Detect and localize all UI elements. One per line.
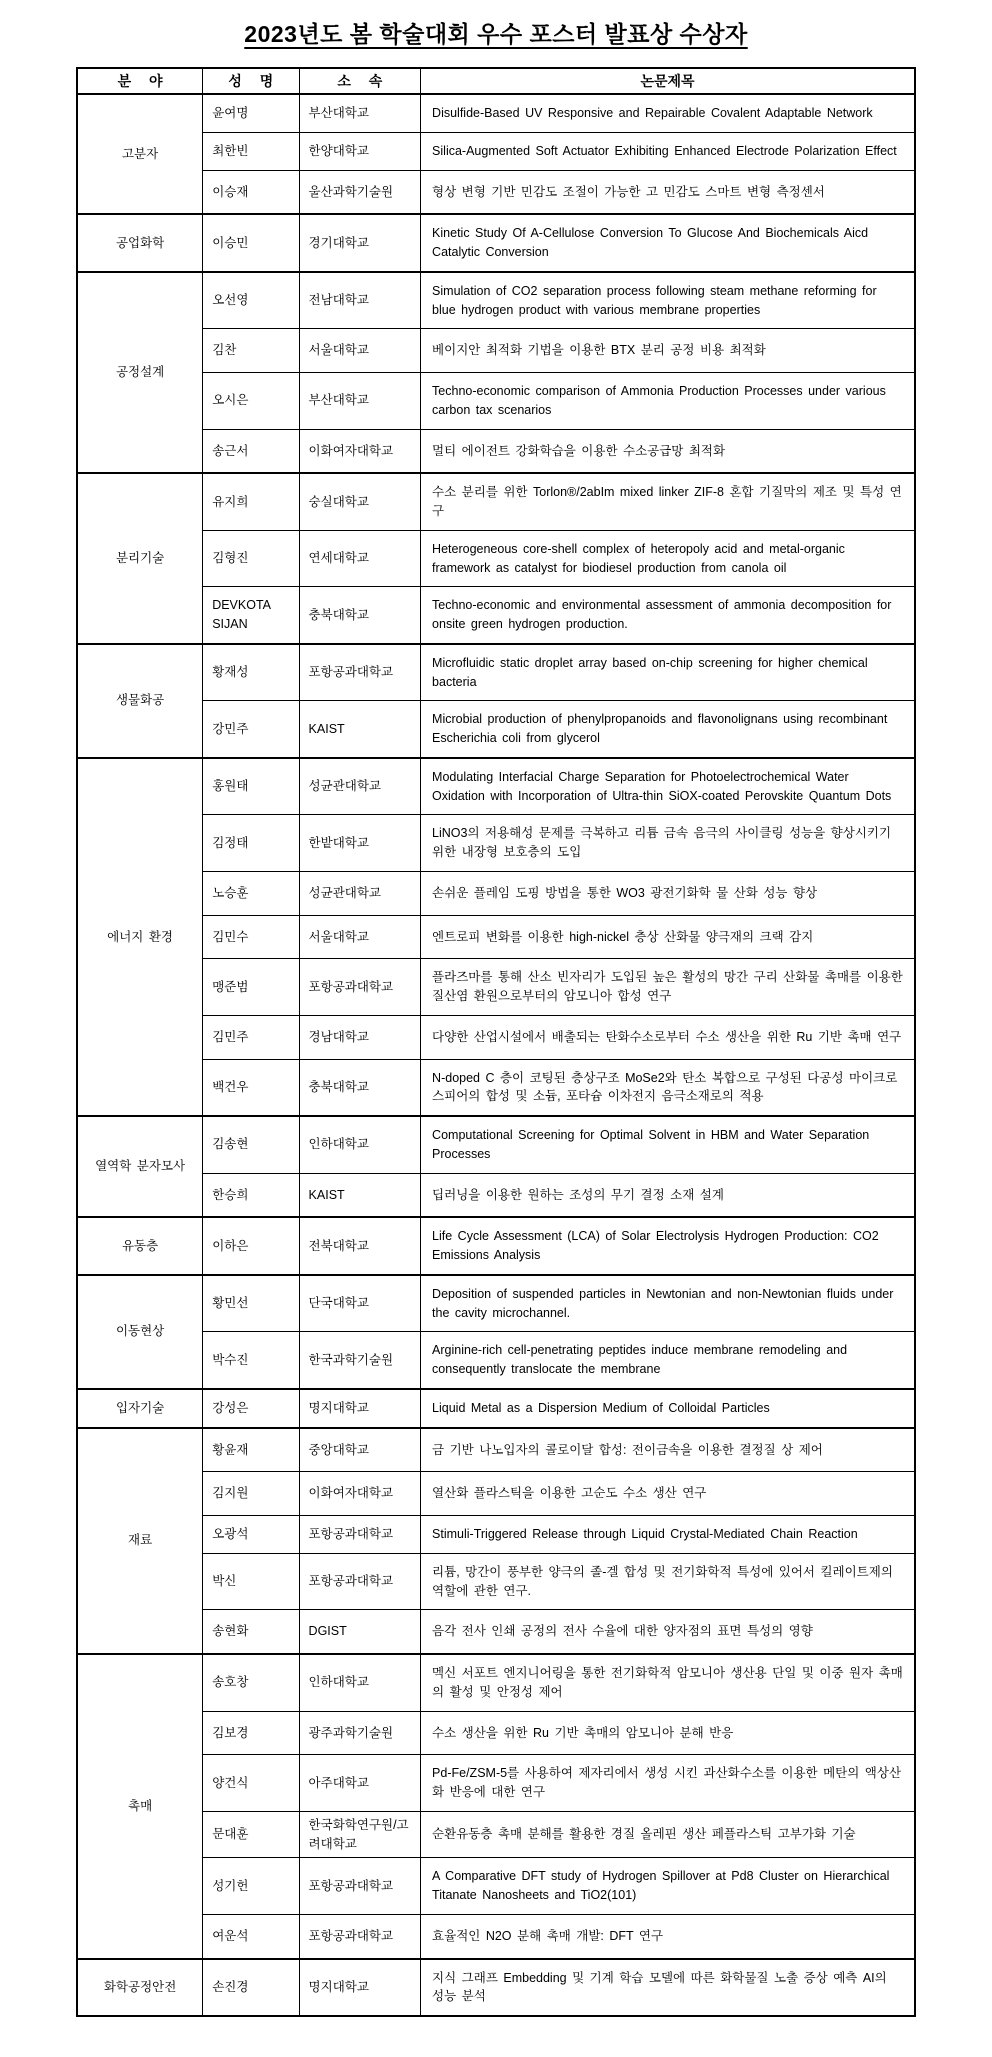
field-cell: 공업화학 [77,214,203,272]
affiliation-cell: 광주과학기술원 [299,1711,421,1755]
table-row [77,1654,915,1711]
table-row [77,1428,915,1472]
affiliation-cell: 숭실대학교 [299,473,421,530]
paper-title-cell: Microfluidic static droplet array based on-chip screening for higher chemical bacteria [421,644,915,701]
table-row [77,1959,915,2017]
table-row [77,132,915,170]
name-cell: 한승희 [203,1173,299,1217]
affiliation-cell: 아주대학교 [299,1755,421,1812]
affiliation-cell: 전남대학교 [299,272,421,329]
table-row [77,1711,915,1755]
field-cell: 입자기술 [77,1389,203,1428]
table-row [77,644,915,701]
table-row [77,1914,915,1958]
table-row [77,214,915,272]
table-row [77,1275,915,1332]
name-cell: 박수진 [203,1332,299,1389]
table-row [77,1116,915,1173]
paper-title-cell: 손쉬운 플레임 도핑 방법을 통한 WO3 광전기화학 물 산화 성능 향상 [421,871,915,915]
award-winners-table [76,67,916,2017]
paper-title-cell: Stimuli-Triggered Release through Liquid Crystal-Mediated Chain Reaction [421,1516,915,1554]
name-cell: 문대훈 [203,1811,299,1858]
table-row [77,1217,915,1275]
affiliation-cell: 충북대학교 [299,587,421,644]
paper-title-cell: 음각 전사 인쇄 공정의 전사 수율에 대한 양자점의 표면 특성의 영향 [421,1610,915,1654]
affiliation-cell: 포항공과대학교 [299,1858,421,1915]
affiliation-cell: 명지대학교 [299,1959,421,2017]
paper-title-cell: Silica-Augmented Soft Actuator Exhibiting Enhanced Electrode Polarization Effect [421,132,915,170]
header-row [77,68,915,94]
affiliation-cell: 인하대학교 [299,1116,421,1173]
table-row [77,473,915,530]
paper-title-cell: Disulfide-Based UV Responsive and Repairable Covalent Adaptable Network [421,94,915,132]
table-row [77,1610,915,1654]
table-row [77,329,915,373]
paper-title-cell: Arginine-rich cell-penetrating peptides induce membrane remodeling and consequently translocate the membrane [421,1332,915,1389]
paper-title-cell: 지식 그래프 Embedding 및 기계 학습 모델에 따른 화학물질 노출 증상 예측 AI의 성능 분석 [421,1959,915,2017]
name-cell: 여운석 [203,1914,299,1958]
paper-title-cell: 순환유동층 촉매 분해를 활용한 경질 올레핀 생산 페플라스틱 고부가화 기술 [421,1811,915,1858]
column-header-affiliation: 소 속 [299,68,421,94]
affiliation-cell: 울산과학기술원 [299,170,421,214]
affiliation-cell: 전북대학교 [299,1217,421,1275]
paper-title-cell: Heterogeneous core-shell complex of heteropoly acid and metal-organic framework as catalyst for biodiesel production from canola oil [421,530,915,587]
name-cell: 양건식 [203,1755,299,1812]
page-title: 2023년도 봄 학술대회 우수 포스터 발표상 수상자 [244,21,748,47]
paper-title-cell: Microbial production of phenylpropanoids and flavonolignans using recombinant Escherichia coli from glycerol [421,701,915,758]
name-cell: 송현화 [203,1610,299,1654]
paper-title-cell: A Comparative DFT study of Hydrogen Spillover at Pd8 Cluster on Hierarchical Titanate Nanosheets and TiO2(101) [421,1858,915,1915]
name-cell: 김찬 [203,329,299,373]
affiliation-cell: 단국대학교 [299,1275,421,1332]
name-cell: 오선영 [203,272,299,329]
affiliation-cell: 포항공과대학교 [299,644,421,701]
field-cell: 유동층 [77,1217,203,1275]
field-cell: 고분자 [77,94,203,214]
table-row [77,758,915,815]
name-cell: 이승재 [203,170,299,214]
name-cell: 김송현 [203,1116,299,1173]
column-header-paper-title: 논문제목 [421,68,915,94]
table-row [77,959,915,1016]
paper-title-cell: 열산화 플라스틱을 이용한 고순도 수소 생산 연구 [421,1472,915,1516]
paper-title-cell: 멕신 서포트 엔지니어링을 통한 전기화학적 암모니아 생산용 단일 및 이중 원자 촉매의 활성 및 안정성 제어 [421,1654,915,1711]
table-row [77,915,915,959]
name-cell: 최한빈 [203,132,299,170]
name-cell: 황재성 [203,644,299,701]
affiliation-cell: 충북대학교 [299,1059,421,1116]
table-row [77,1015,915,1059]
name-cell: 이승민 [203,214,299,272]
affiliation-cell: 연세대학교 [299,530,421,587]
name-cell: 강성은 [203,1389,299,1428]
name-cell: 황민선 [203,1275,299,1332]
table-row [77,1553,915,1610]
field-cell: 공정설계 [77,272,203,474]
table-body [77,94,915,2016]
field-cell: 화학공정안전 [77,1959,203,2017]
affiliation-cell: 중앙대학교 [299,1428,421,1472]
table-row [77,587,915,644]
table-row [77,701,915,758]
table-row [77,871,915,915]
name-cell: 송호창 [203,1654,299,1711]
table-row [77,1059,915,1116]
table-row [77,1811,915,1858]
affiliation-cell: 명지대학교 [299,1389,421,1428]
paper-title-cell: 플라즈마를 통해 산소 빈자리가 도입된 높은 활성의 망간 구리 산화물 촉매를 이용한 질산염 환원으로부터의 암모니아 합성 연구 [421,959,915,1016]
name-cell: 유지희 [203,473,299,530]
affiliation-cell: 포항공과대학교 [299,1553,421,1610]
affiliation-cell: 포항공과대학교 [299,1516,421,1554]
name-cell: 윤여명 [203,94,299,132]
name-cell: 강민주 [203,701,299,758]
name-cell: 황윤재 [203,1428,299,1472]
field-cell: 생물화공 [77,644,203,758]
table-row [77,530,915,587]
paper-title-cell: LiNO3의 저용해성 문제를 극복하고 리튬 금속 음극의 사이클링 성능을 향상시키기 위한 내장형 보호층의 도입 [421,815,915,872]
name-cell: 김민수 [203,915,299,959]
table-row [77,1389,915,1428]
paper-title-cell: Life Cycle Assessment (LCA) of Solar Electrolysis Hydrogen Production: CO2 Emissions Analysis [421,1217,915,1275]
name-cell: 김보경 [203,1711,299,1755]
paper-title-cell: 딥러닝을 이용한 원하는 조성의 무기 결정 소재 설계 [421,1173,915,1217]
column-header-name: 성 명 [203,68,299,94]
affiliation-cell: 포항공과대학교 [299,1914,421,1958]
paper-title-cell: Deposition of suspended particles in Newtonian and non-Newtonian fluids under the cavity microchannel. [421,1275,915,1332]
field-cell: 분리기술 [77,473,203,644]
table-row [77,373,915,430]
affiliation-cell: 부산대학교 [299,373,421,430]
paper-title-cell: Simulation of CO2 separation process following steam methane reforming for blue hydrogen product with various membrane properties [421,272,915,329]
table-row [77,1332,915,1389]
affiliation-cell: DGIST [299,1610,421,1654]
table-row [77,1516,915,1554]
paper-title-cell: Techno-economic and environmental assessment of ammonia decomposition for onsite green hydrogen production. [421,587,915,644]
table-row [77,815,915,872]
affiliation-cell: 경남대학교 [299,1015,421,1059]
paper-title-cell: 수소 생산을 위한 Ru 기반 촉매의 암모니아 분해 반응 [421,1711,915,1755]
affiliation-cell: KAIST [299,1173,421,1217]
name-cell: DEVKOTA SIJAN [203,587,299,644]
paper-title-cell: 수소 분리를 위한 Torlon®/2abIm mixed linker ZIF-8 혼합 기질막의 제조 및 특성 연구 [421,473,915,530]
field-cell: 재료 [77,1428,203,1655]
affiliation-cell: 부산대학교 [299,94,421,132]
affiliation-cell: KAIST [299,701,421,758]
name-cell: 오광석 [203,1516,299,1554]
table-row [77,1858,915,1915]
name-cell: 손진경 [203,1959,299,2017]
paper-title-cell: 형상 변형 기반 민감도 조절이 가능한 고 민감도 스마트 변형 측정센서 [421,170,915,214]
affiliation-cell: 성균관대학교 [299,758,421,815]
affiliation-cell: 한국화학연구원/고려대학교 [299,1811,421,1858]
field-cell: 촉매 [77,1654,203,1959]
name-cell: 홍원태 [203,758,299,815]
paper-title-cell: 멀티 에이전트 강화학습을 이용한 수소공급망 최적화 [421,429,915,473]
paper-title-cell: Pd-Fe/ZSM-5를 사용하여 제자리에서 생성 시킨 과산화수소를 이용한 메탄의 액상산화 반응에 대한 연구 [421,1755,915,1812]
paper-title-cell: 다양한 산업시설에서 배출되는 탄화수소로부터 수소 생산을 위한 Ru 기반 촉매 연구 [421,1015,915,1059]
name-cell: 노승훈 [203,871,299,915]
name-cell: 성기헌 [203,1858,299,1915]
affiliation-cell: 한국과학기술원 [299,1332,421,1389]
paper-title-cell: Techno-economic comparison of Ammonia Production Processes under various carbon tax scenarios [421,373,915,430]
table-row [77,272,915,329]
affiliation-cell: 포항공과대학교 [299,959,421,1016]
paper-title-cell: 베이지안 최적화 기법을 이용한 BTX 분리 공정 비용 최적화 [421,329,915,373]
table-row [77,1755,915,1812]
table-row [77,429,915,473]
name-cell: 김민주 [203,1015,299,1059]
name-cell: 이하은 [203,1217,299,1275]
paper-title-cell: Liquid Metal as a Dispersion Medium of Colloidal Particles [421,1389,915,1428]
paper-title-cell: Kinetic Study Of A-Cellulose Conversion To Glucose And Biochemicals Aicd Catalytic Conversion [421,214,915,272]
paper-title-cell: N-doped C 층이 코팅된 층상구조 MoSe2와 탄소 복합으로 구성된 다공성 마이크로스피어의 합성 및 소듐, 포타슘 이차전지 음극소재로의 적용 [421,1059,915,1116]
table-row [77,1472,915,1516]
field-cell: 열역학 분자모사 [77,1116,203,1217]
name-cell: 박신 [203,1553,299,1610]
affiliation-cell: 성균관대학교 [299,871,421,915]
affiliation-cell: 경기대학교 [299,214,421,272]
affiliation-cell: 서울대학교 [299,329,421,373]
affiliation-cell: 한밭대학교 [299,815,421,872]
name-cell: 송근서 [203,429,299,473]
affiliation-cell: 서울대학교 [299,915,421,959]
name-cell: 김형진 [203,530,299,587]
paper-title-cell: 효율적인 N2O 분해 촉매 개발: DFT 연구 [421,1914,915,1958]
table-row [77,1173,915,1217]
name-cell: 백건우 [203,1059,299,1116]
paper-title-cell: Computational Screening for Optimal Solvent in HBM and Water Separation Processes [421,1116,915,1173]
table-row [77,94,915,132]
field-cell: 에너지 환경 [77,758,203,1116]
affiliation-cell: 이화여자대학교 [299,429,421,473]
field-cell: 이동현상 [77,1275,203,1389]
name-cell: 김정태 [203,815,299,872]
name-cell: 김지원 [203,1472,299,1516]
affiliation-cell: 한양대학교 [299,132,421,170]
paper-title-cell: Modulating Interfacial Charge Separation for Photoelectrochemical Water Oxidation with Incorporation of Ultra-thin SiOX-coated Perovskite Quantum Dots [421,758,915,815]
name-cell: 오시은 [203,373,299,430]
paper-title-cell: 리튬, 망간이 풍부한 양극의 졸-겔 합성 및 전기화학적 특성에 있어서 킬레이트제의 역할에 관한 연구. [421,1553,915,1610]
paper-title-cell: 금 기반 나노입자의 콜로이달 합성: 전이금속을 이용한 결정질 상 제어 [421,1428,915,1472]
paper-title-cell: 엔트로피 변화를 이용한 high-nickel 층상 산화물 양극재의 크랙 감지 [421,915,915,959]
name-cell: 맹준범 [203,959,299,1016]
table-row [77,170,915,214]
affiliation-cell: 인하대학교 [299,1654,421,1711]
affiliation-cell: 이화여자대학교 [299,1472,421,1516]
column-header-field: 분 야 [77,68,203,94]
